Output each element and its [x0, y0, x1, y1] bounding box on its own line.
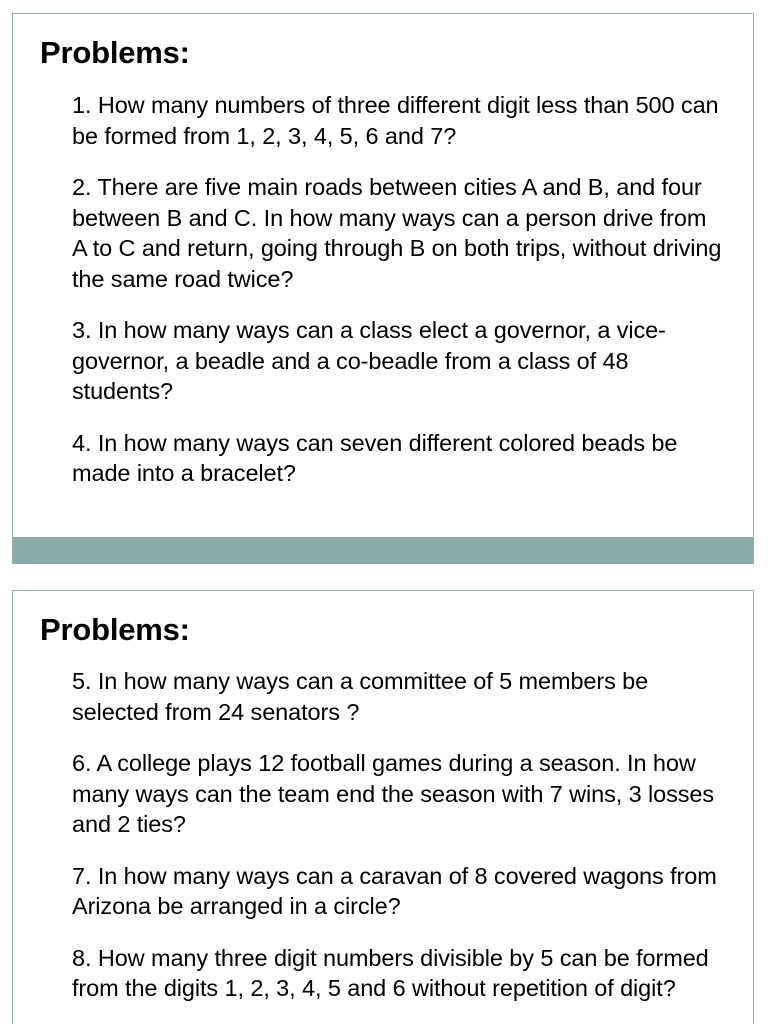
- slide-1: [12, 13, 754, 564]
- problem-4: 4. In how many ways can seven different colored beads be made into a bracelet?: [72, 429, 678, 486]
- slide-2: [12, 590, 754, 1024]
- problem-list: [72, 90, 722, 510]
- problem-3: 3. In how many ways can a class elect a governor, a vice-governor, a beadle and a co-beadle from a class of 48 students?: [72, 317, 666, 404]
- slide-title: Problems:: [40, 612, 190, 647]
- slide-footer-band: [13, 537, 753, 564]
- problem-7: 7. In how many ways can a caravan of 8 covered wagons from Arizona be arranged in a circle?: [72, 862, 717, 919]
- problem-list: [72, 666, 722, 1024]
- slide-title: Problems:: [40, 35, 190, 70]
- problem-8: 8. How many three digit numbers divisible by 5 can be formed from the digits 1, 2, 3, 4, 5 and 6 without repetition of digit?: [72, 944, 709, 1001]
- problem-5: 5. In how many ways can a committee of 5 members be selected from 24 senators ?: [72, 668, 649, 725]
- problem-6: 6. A college plays 12 football games during a season. In how many ways can the team end the season with 7 wins, 3 losses and 2 ties?: [72, 750, 714, 837]
- problem-1: 1. How many numbers of three different digit less than 500 can be formed from 1, 2, 3, 4, 5, 6 and 7?: [72, 92, 719, 149]
- problem-2: 2. There are five main roads between cities A and B, and four between B and C. In how many ways can a person drive from A to C and return, going through B on both trips, without driving the same road twice?: [72, 174, 722, 292]
